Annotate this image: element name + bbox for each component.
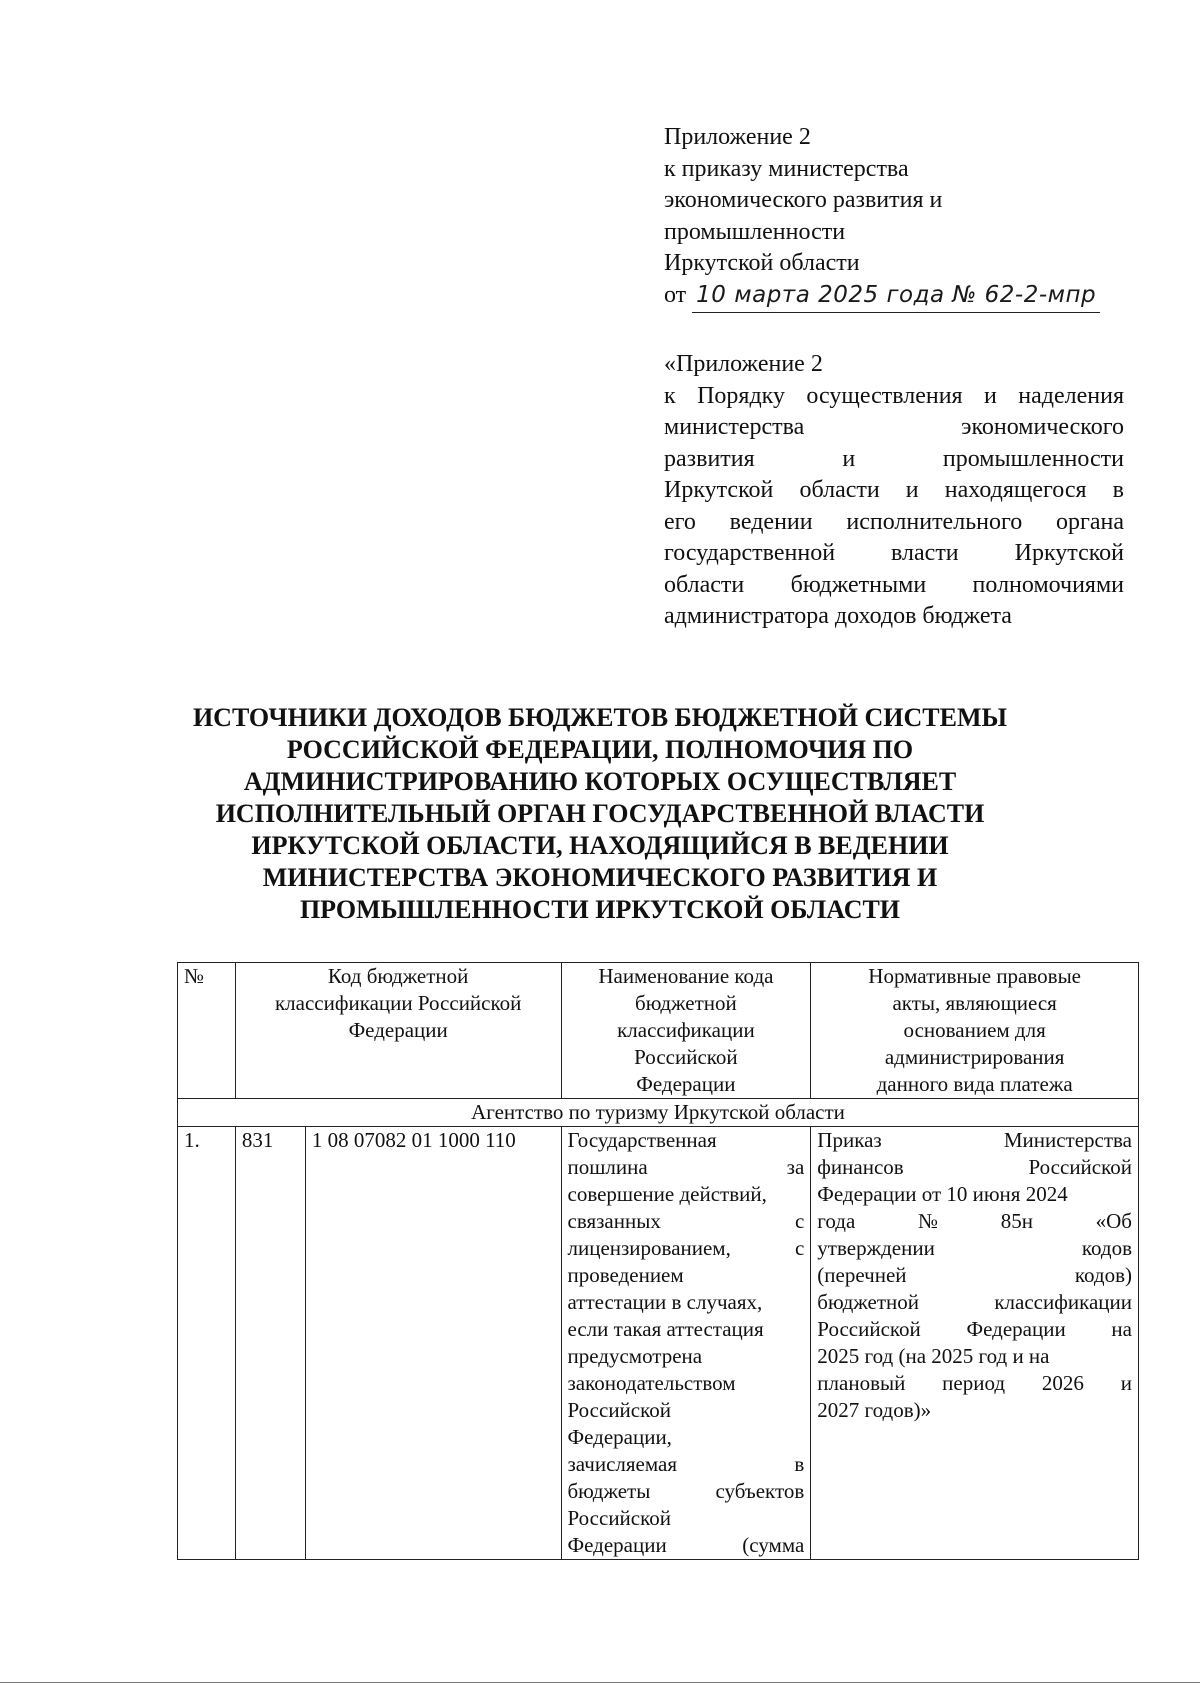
header-number-label: № [184, 964, 205, 988]
cell-line [817, 1154, 1132, 1181]
cell-word: лицензированием, [567, 1236, 731, 1260]
header-line: администрирования [884, 1045, 1065, 1069]
cell-word: за [786, 1155, 805, 1179]
cell-word: Федерации, [567, 1425, 672, 1449]
cell-word: совершение действий, [567, 1182, 767, 1206]
cell-line [568, 1127, 805, 1154]
cell-word: финансов [817, 1155, 904, 1179]
appendix-2-line: государственной власти Иркутской [664, 540, 1124, 566]
cell-word: плановый [817, 1371, 906, 1395]
cell-line [817, 1127, 1132, 1154]
cell-line [568, 1343, 805, 1370]
title-line: ПРОМЫШЛЕННОСТИ ИРКУТСКОЙ ОБЛАСТИ [299, 895, 901, 924]
cell-word: Российской [567, 1398, 671, 1422]
cell-word: № [917, 1209, 939, 1233]
header-line: Наименование кода [598, 964, 774, 988]
cell-line [568, 1181, 805, 1208]
cell-word: 85н [1000, 1209, 1033, 1233]
appendix-2-line: администратора доходов бюджета [664, 603, 1012, 629]
cell-word: (перечней [817, 1263, 907, 1287]
cell-word: аттестации в случаях, [567, 1290, 763, 1314]
header-line: основанием для [903, 1018, 1046, 1042]
appendix-1-header [664, 122, 1134, 313]
cell-line [817, 1316, 1132, 1343]
cell-word: Федерации [966, 1317, 1066, 1341]
header-code [235, 963, 561, 1099]
appendix-2-line [664, 444, 1124, 476]
title-line: АДМИНИСТРИРОВАНИЮ КОТОРЫХ ОСУЩЕСТВЛЯЕТ [243, 767, 957, 796]
agency-row [178, 1099, 1139, 1127]
title-line: ИСПОЛНИТЕЛЬНЫЙ ОРГАН ГОСУДАРСТВЕННОЙ ВЛАСТИ [215, 799, 985, 828]
appendix-2-line: к Порядку осуществления и наделения [664, 382, 1124, 409]
cell-line [568, 1262, 805, 1289]
cell-word: период [942, 1371, 1006, 1395]
table-header-row [178, 963, 1139, 1099]
header-line: Российской [634, 1045, 738, 1069]
appendix-1-line: экономического развития и [664, 187, 943, 213]
word: министерства [664, 414, 805, 440]
cell-line [817, 1370, 1132, 1397]
cell-line [817, 1262, 1132, 1289]
cell-word: (сумма [742, 1533, 805, 1557]
appendix-1-line: промышленности [664, 218, 846, 245]
cell-word: и [1120, 1371, 1132, 1395]
cell-word: с [794, 1209, 805, 1233]
header-acts [811, 963, 1139, 1099]
cell-word: Федерации от 10 июня 2024 [817, 1182, 1068, 1206]
kbk-code: 1 08 07082 01 1000 110 [305, 1127, 561, 1560]
cell-line [568, 1424, 805, 1451]
header-line: Код бюджетной [327, 964, 469, 988]
table-row [178, 1127, 1139, 1560]
cell-word: Федерации [567, 1533, 667, 1557]
title-line: РОССИЙСКОЙ ФЕДЕРАЦИИ, ПОЛНОМОЧИЯ ПО [286, 735, 914, 764]
cell-word: 2025 год (на 2025 год и на [817, 1344, 1050, 1368]
header-name [561, 963, 811, 1099]
cell-word: бюджеты [567, 1479, 651, 1503]
cell-line [817, 1235, 1132, 1262]
title-line: ИСТОЧНИКИ ДОХОДОВ БЮДЖЕТОВ БЮДЖЕТНОЙ СИСТЕМЫ [192, 703, 1008, 732]
document-title [170, 702, 1030, 926]
row-number: 1. [178, 1127, 236, 1560]
cell-word: проведением [567, 1263, 684, 1287]
cell-line [568, 1316, 805, 1343]
word: промышленности [942, 445, 1124, 472]
cell-word: кодов [1081, 1236, 1132, 1260]
cell-line [568, 1289, 805, 1316]
cell-word: связанных [567, 1209, 661, 1233]
header-line: данного вида платежа [876, 1072, 1073, 1096]
cell-word: зачисляемая [567, 1452, 677, 1476]
cell-word: Российской [567, 1506, 671, 1530]
cell-line [817, 1181, 1132, 1208]
cell-word: утверждении [817, 1236, 935, 1260]
from-prefix: от [664, 281, 687, 308]
cell-word: кодов) [1074, 1263, 1132, 1287]
header-line: Федерации [636, 1072, 736, 1096]
cell-word: Министерства [1003, 1128, 1132, 1152]
cell-word: «Об [1095, 1209, 1132, 1233]
header-line: акты, являющиеся [892, 991, 1057, 1015]
cell-line [568, 1208, 805, 1235]
cell-word: Государственная [567, 1128, 717, 1152]
appendix-2-line: Иркутской области и находящегося в [664, 477, 1124, 503]
page-bottom-rule [0, 1682, 1200, 1683]
appendix-2-line: его ведении исполнительного органа [664, 508, 1124, 535]
cell-line [568, 1478, 805, 1505]
cell-word: в [794, 1452, 805, 1476]
header-line: Федерации [348, 1018, 448, 1042]
appendix-1-line: к приказу министерства [664, 155, 909, 182]
order-date-line [664, 280, 1134, 314]
appendix-2-line: области бюджетными полномочиями [664, 571, 1124, 598]
cell-line [568, 1532, 805, 1559]
cell-line [568, 1451, 805, 1478]
cell-word: 2027 годов)» [817, 1398, 932, 1422]
cell-line [817, 1289, 1132, 1316]
cell-line [568, 1235, 805, 1262]
appendix-1-line: Иркутской области [664, 250, 860, 276]
cell-word: Российской [1028, 1155, 1132, 1179]
header-line: Нормативные правовые [868, 964, 1081, 988]
header-line: классификации [617, 1018, 755, 1042]
cell-word: классификации [994, 1290, 1132, 1314]
cell-word: пошлина [567, 1155, 648, 1179]
appendix-2-header [664, 349, 1124, 633]
word: и [842, 445, 856, 472]
legal-acts-cell [811, 1127, 1139, 1560]
cell-line [817, 1397, 1132, 1424]
cell-word: Приказ [817, 1128, 882, 1152]
cell-word: предусмотрена [567, 1344, 703, 1368]
appendix-1-line: Приложение 2 [664, 124, 811, 150]
word: экономического [961, 414, 1124, 440]
word: развития [664, 445, 755, 472]
cell-line [568, 1154, 805, 1181]
cell-word: бюджетной [817, 1290, 919, 1314]
appendix-2-line [664, 412, 1124, 444]
appendix-2-line: «Приложение 2 [664, 351, 823, 377]
agency-name: Агентство по туризму Иркутской области [178, 1099, 1139, 1127]
cell-word: на [1111, 1317, 1132, 1341]
cell-word: Российской [817, 1317, 921, 1341]
header-line: бюджетной [635, 991, 737, 1015]
cell-word: субъектов [715, 1479, 805, 1503]
cell-word: законодательством [567, 1371, 736, 1395]
title-line: МИНИСТЕРСТВА ЭКОНОМИЧЕСКОГО РАЗВИТИЯ И [262, 863, 938, 892]
cell-line [568, 1397, 805, 1424]
admin-code: 831 [235, 1127, 305, 1560]
handwritten-date: 10 марта 2025 года № 62-2-мпр [692, 280, 1100, 314]
cell-word: если такая аттестация [567, 1317, 764, 1341]
header-line: классификации Российской [274, 991, 522, 1015]
code-name-cell [561, 1127, 811, 1560]
cell-line [817, 1343, 1132, 1370]
cell-word: 2026 [1041, 1371, 1084, 1395]
cell-word: с [794, 1236, 805, 1260]
cell-line [568, 1370, 805, 1397]
revenue-sources-table [177, 962, 1139, 1560]
cell-line [568, 1505, 805, 1532]
title-line: ИРКУТСКОЙ ОБЛАСТИ, НАХОДЯЩИЙСЯ В ВЕДЕНИИ [251, 831, 949, 860]
cell-word: года [817, 1209, 856, 1233]
cell-line [817, 1208, 1132, 1235]
header-number [178, 963, 236, 1099]
